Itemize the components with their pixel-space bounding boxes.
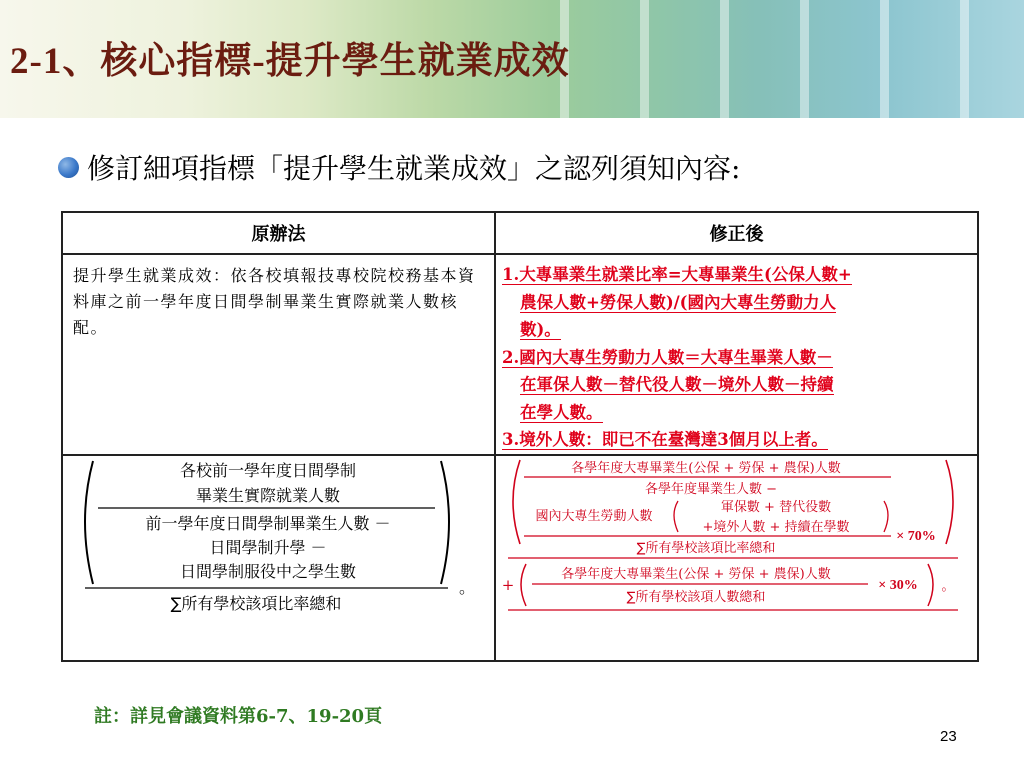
revised-top-numerator: 各學年度大專畢業生(公保 + 勞保 + 農保)人數 bbox=[571, 460, 841, 476]
bullet-text: 修訂細項指標「提升學生就業成效」之認列須知內容: bbox=[87, 152, 741, 185]
revised-labor-count: 國內大專生勞動人數 bbox=[535, 508, 653, 524]
formula-numerator-line-1: 各校前一學年度日間學制 bbox=[179, 460, 357, 480]
bullet-item bbox=[58, 147, 740, 187]
footnote: 註：詳見會議資料第6-7、19-20頁 bbox=[94, 706, 383, 727]
original-formula-cell bbox=[62, 455, 495, 661]
revised-rule-cell bbox=[495, 254, 978, 455]
formula-numerator-line-2: 畢業生實際就業人數 bbox=[195, 485, 341, 505]
red-right-paren bbox=[946, 460, 953, 544]
original-rule-cell bbox=[62, 254, 495, 455]
formula-period: 。 bbox=[458, 577, 476, 597]
plus-sign: + bbox=[501, 575, 515, 594]
original-rule-text: 提升學生就業成效：依各校填報技專校院校務基本資料庫之前一學年度日間學制畢業生實際就業人數核配。 bbox=[73, 266, 476, 337]
formula-denominator-line-1: 前一學年度日間學制畢業生人數 － bbox=[145, 513, 391, 533]
formula-denominator-line-2: 日間學制升學 － bbox=[209, 537, 327, 557]
comparison-table bbox=[61, 211, 979, 662]
header-revised: 修正後 bbox=[495, 212, 978, 254]
bullet-icon bbox=[58, 157, 79, 178]
left-paren bbox=[85, 461, 93, 584]
slide-title: 2-1、核心指標-提升學生就業成效 bbox=[10, 38, 570, 82]
right-paren bbox=[441, 461, 449, 584]
revised-sum-1: ∑所有學校該項比率總和 bbox=[636, 540, 776, 556]
revised-item-3: 3.境外人數：即已不在臺灣達3個月以上者。 bbox=[502, 430, 828, 449]
revised-rule-list bbox=[496, 255, 977, 454]
formula-denominator-line-3: 日間學制服役中之學生數 bbox=[179, 561, 357, 581]
revised-formula-cell bbox=[495, 455, 978, 661]
revised-sum-2: ∑所有學校該項人數總和 bbox=[626, 589, 766, 605]
revised-inner-line-1: 軍保數 + 替代役數 bbox=[720, 499, 832, 515]
formula-sum-line: ∑所有學校該項比率總和 bbox=[170, 593, 342, 613]
revised-bottom-numerator: 各學年度大專畢業生(公保 + 勞保 + 農保)人數 bbox=[561, 566, 831, 582]
red-left-paren bbox=[513, 460, 520, 544]
weight-30: × 30% bbox=[878, 577, 918, 593]
weight-70: × 70% bbox=[896, 528, 936, 544]
header-original: 原辦法 bbox=[62, 212, 495, 254]
revised-period: 。 bbox=[941, 578, 955, 594]
revised-formula bbox=[496, 456, 975, 656]
original-formula bbox=[63, 456, 492, 656]
revised-item-2: 2.國內大專生勞動力人數＝大專生畢業人數－ 在軍保人數－替代役人數－境外人數－持續 在學人數。 bbox=[502, 347, 834, 422]
page-number: 23 bbox=[940, 728, 957, 745]
revised-top-denominator: 各學年度畢業生人數 − bbox=[644, 481, 778, 497]
revised-inner-line-2: +境外人數 + 持續在學數 bbox=[702, 519, 850, 535]
revised-item-1: 1.大專畢業生就業比率=大專畢業生(公保人數+ 農保人數+勞保人數)/(國內大專生勞動力人 數)。 bbox=[502, 265, 852, 339]
